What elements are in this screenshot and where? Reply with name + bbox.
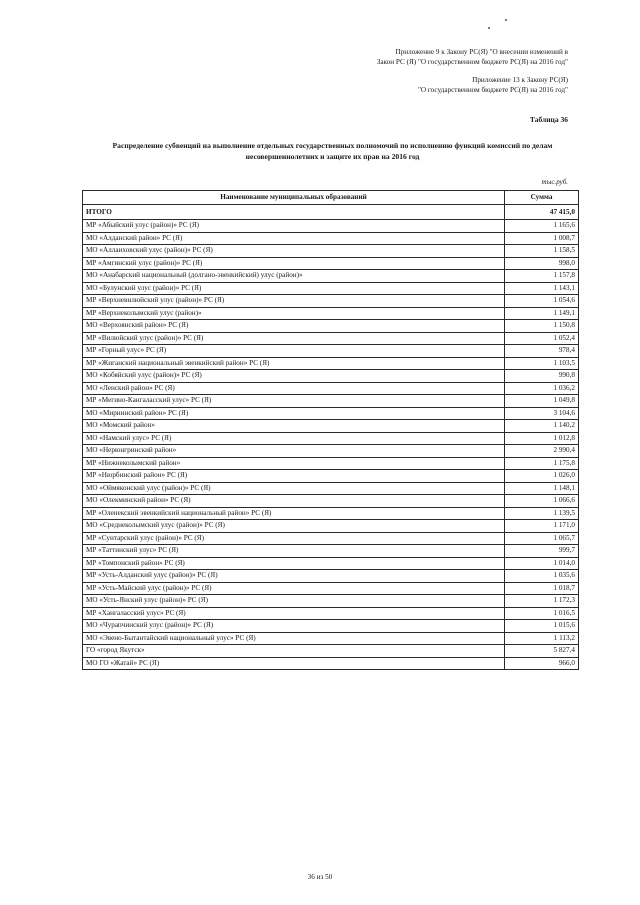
subvention-sum: 999,7: [505, 545, 579, 558]
subventions-table: [82, 190, 579, 670]
table-row: [83, 332, 579, 345]
subvention-sum: 1 065,7: [505, 532, 579, 545]
table-row: [83, 520, 579, 533]
subvention-sum: 1 015,6: [505, 620, 579, 633]
table-row: [83, 620, 579, 633]
table-row: [83, 445, 579, 458]
table-row: [83, 220, 579, 233]
municipality-name: МО «Усть-Янский улус (район)» РС (Я): [83, 595, 505, 608]
table-header-row: [83, 191, 579, 205]
subvention-sum: 5 827,4: [505, 645, 579, 658]
subvention-sum: 3 104,6: [505, 407, 579, 420]
document-title-line-2: несовершеннолетних и защите их прав на 2016 год: [245, 152, 420, 161]
municipality-name: МР «Верхневилюйский улус (район)» РС (Я): [83, 295, 505, 308]
subvention-sum: 1 049,8: [505, 395, 579, 408]
table-row: [83, 295, 579, 308]
subvention-sum: 1 150,8: [505, 320, 579, 333]
column-header-name: Наименование муниципальных образований: [83, 191, 505, 205]
table-row: [83, 582, 579, 595]
document-title: [85, 140, 580, 162]
table-row: [83, 495, 579, 508]
municipality-name: МО «Аллаиховский улус (район)» РС (Я): [83, 245, 505, 258]
municipality-name: МР «Вилюйский улус (район)» РС (Я): [83, 332, 505, 345]
municipality-name: МО «Олекминский район» РС (Я): [83, 495, 505, 508]
table-row: [83, 570, 579, 583]
subvention-sum: 1 149,1: [505, 307, 579, 320]
subvention-sum: 1 171,0: [505, 520, 579, 533]
subvention-sum: 1 008,7: [505, 232, 579, 245]
subvention-sum: 1 157,8: [505, 270, 579, 283]
municipality-name: МО «Момский район»: [83, 420, 505, 433]
subvention-sum: 1 014,0: [505, 557, 579, 570]
subvention-sum: 1 175,8: [505, 457, 579, 470]
table-row: [83, 557, 579, 570]
appendix-note-1: [377, 47, 568, 67]
municipality-name: МО «Нерюнгринский район»: [83, 445, 505, 458]
scan-speck: [488, 27, 490, 29]
municipality-name: МО «Оймяконский улус (район)» РС (Я): [83, 482, 505, 495]
subvention-sum: 1 016,5: [505, 607, 579, 620]
municipality-name: ГО «город Якутск»: [83, 645, 505, 658]
appendix-note-2: [418, 75, 568, 95]
table-row: [83, 470, 579, 483]
column-header-sum: Сумма: [505, 191, 579, 205]
appendix-note-1-line-2: Закон РС (Я) "О государственном бюджете РС(Я) на 2016 год": [376, 58, 568, 66]
subvention-sum: 1 066,6: [505, 495, 579, 508]
subvention-sum: 1 113,2: [505, 632, 579, 645]
municipality-name: МО «Верхоянский район» РС (Я): [83, 320, 505, 333]
municipality-name: МР «Амгинский улус (район)» РС (Я): [83, 257, 505, 270]
municipality-name: МР «Хангаласский улус» РС (Я): [83, 607, 505, 620]
subvention-sum: 1 052,4: [505, 332, 579, 345]
table-row: [83, 357, 579, 370]
municipality-name: МО «Алданский район» РС (Я): [83, 232, 505, 245]
subvention-sum: 978,4: [505, 345, 579, 358]
municipality-name: МО «Булунский улус (район)» РС (Я): [83, 282, 505, 295]
table-row: [83, 420, 579, 433]
subvention-sum: 990,8: [505, 370, 579, 383]
table-row: [83, 245, 579, 258]
table-row: [83, 407, 579, 420]
table-row: [83, 345, 579, 358]
subvention-sum: 1 036,2: [505, 382, 579, 395]
total-row: [83, 205, 579, 220]
table-row: [83, 457, 579, 470]
subvention-sum: 1 148,1: [505, 482, 579, 495]
table-row: [83, 545, 579, 558]
municipality-name: МР «Оленекский эвенкийский национальный район» РС (Я): [83, 507, 505, 520]
table-row: [83, 395, 579, 408]
table-row: [83, 432, 579, 445]
table-row: [83, 532, 579, 545]
municipality-name: МО «Анабарский национальный (долгано-эвенкийский) улус (район)»: [83, 270, 505, 283]
municipality-name: МО «Ленский район» РС (Я): [83, 382, 505, 395]
table-row: [83, 257, 579, 270]
municipality-name: МР «Томпонский район» РС (Я): [83, 557, 505, 570]
appendix-note-2-line-1: Приложение 13 к Закону РС(Я): [472, 76, 568, 84]
subvention-sum: 1 026,0: [505, 470, 579, 483]
subvention-sum: 998,0: [505, 257, 579, 270]
subvention-sum: 1 018,7: [505, 582, 579, 595]
municipality-name: МР «Усть-Майский улус (район)» РС (Я): [83, 582, 505, 595]
subvention-sum: 1 172,3: [505, 595, 579, 608]
page-number: 36 из 50: [307, 873, 333, 881]
table-row: [83, 632, 579, 645]
municipality-name: МР «Сунтарский улус (район)» РС (Я): [83, 532, 505, 545]
subvention-sum: 1 012,8: [505, 432, 579, 445]
subvention-sum: 1 165,6: [505, 220, 579, 233]
total-label: ИТОГО: [83, 205, 505, 220]
table-row: [83, 382, 579, 395]
municipality-name: МО «Эвено-Бытантайский национальный улус» РС (Я): [83, 632, 505, 645]
total-sum: 47 415,0: [505, 205, 579, 220]
table-row: [83, 307, 579, 320]
subvention-sum: 1 140,2: [505, 420, 579, 433]
table-row: [83, 320, 579, 333]
municipality-name: МР «Абыйский улус (район)» РС (Я): [83, 220, 505, 233]
table-row: [83, 282, 579, 295]
municipality-name: МР «Мегино-Кангаласский улус» РС (Я): [83, 395, 505, 408]
subvention-sum: 1 103,5: [505, 357, 579, 370]
table-row: [83, 370, 579, 383]
subvention-sum: 1 035,6: [505, 570, 579, 583]
subvention-sum: 2 990,4: [505, 445, 579, 458]
municipality-name: МО «Чурапчинский улус (район)» РС (Я): [83, 620, 505, 633]
table-row: [83, 507, 579, 520]
municipality-name: МР «Таттинский улус» РС (Я): [83, 545, 505, 558]
municipality-name: МР «Верхнеколымский улус (район)»: [83, 307, 505, 320]
municipality-name: МР «Горный улус» РС (Я): [83, 345, 505, 358]
appendix-note-2-line-2: "О государственном бюджете РС(Я) на 2016 год": [417, 86, 568, 94]
municipality-name: МО «Среднеколымский улус (район)» РС (Я): [83, 520, 505, 533]
municipality-name: МО ГО «Жатай» РС (Я): [83, 657, 505, 670]
subvention-sum: 1 158,5: [505, 245, 579, 258]
table-row: [83, 645, 579, 658]
municipality-name: МР «Нюрбинский район» РС (Я): [83, 470, 505, 483]
table-row: [83, 482, 579, 495]
subvention-sum: 1 143,1: [505, 282, 579, 295]
municipality-name: МО «Кобяйский улус (район)» РС (Я): [83, 370, 505, 383]
subvention-sum: 1 139,5: [505, 507, 579, 520]
table-label: Таблица 36: [529, 115, 568, 124]
scan-speck: [505, 19, 507, 21]
table-row: [83, 595, 579, 608]
municipality-name: МР «Нижнеколымский район»: [83, 457, 505, 470]
table-row: [83, 607, 579, 620]
municipality-name: МО «Мирнинский район» РС (Я): [83, 407, 505, 420]
table-row: [83, 657, 579, 670]
table-row: [83, 232, 579, 245]
subvention-sum: 1 054,6: [505, 295, 579, 308]
municipality-name: МР «Жиганский национальный эвенкийский район» РС (Я): [83, 357, 505, 370]
appendix-note-1-line-1: Приложение 9 к Закону РС(Я) "О внесении изменений в: [395, 48, 568, 56]
municipality-name: МО «Намский улус» РС (Я): [83, 432, 505, 445]
document-title-line-1: Распределение субвенций на выполнение отдельных государственных полномочий по исполнению функций комиссий по делам: [112, 141, 553, 150]
unit-label: тыс.руб.: [541, 178, 568, 186]
subvention-sum: 966,0: [505, 657, 579, 670]
table-row: [83, 270, 579, 283]
municipality-name: МР «Усть-Алданский улус (район)» РС (Я): [83, 570, 505, 583]
